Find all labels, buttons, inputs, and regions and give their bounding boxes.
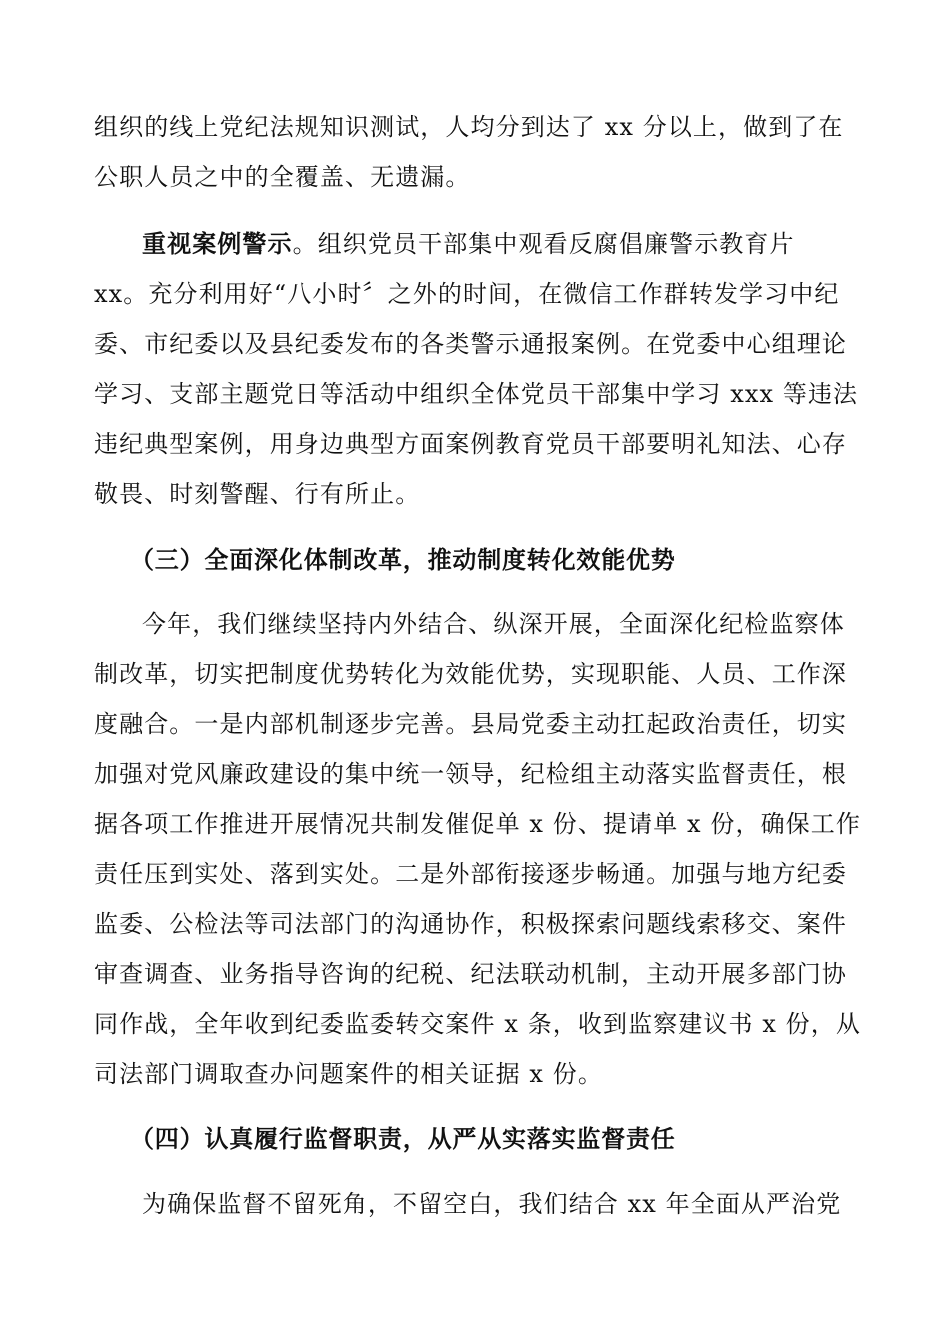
paragraph-3-line-1: 今年，我们继续坚持内外结合、纵深开展，全面深化纪检监察体 <box>142 610 845 638</box>
section-heading-3: （三）全面深化体制改革，推动制度转化效能优势 <box>130 545 676 574</box>
paragraph-3-line-7: 监委、公检法等司法部门的沟通协作，积极探索问题线索移交、案件 <box>94 910 847 938</box>
paragraph-2-line-6: 敬畏、时刻警醒、行有所止。 <box>94 480 421 508</box>
paragraph-3-line-3: 度融合。一是内部机制逐步完善。县局党委主动扛起政治责任，切实 <box>94 710 847 738</box>
paragraph-1-line-1: 组织的线上党纪法规知识测试，人均分到达了 xx 分以上，做到了在 <box>94 113 844 141</box>
paragraph-2-line-3: 委、市纪委以及县纪委发布的各类警示通报案例。在党委中心组理论 <box>94 330 847 358</box>
paragraph-3-line-2: 制改革，切实把制度优势转化为效能优势，实现职能、人员、工作深 <box>94 660 847 688</box>
paragraph-2-line-1-rest: 。组织党员干部集中观看反腐倡廉警示教育片 <box>292 230 795 258</box>
paragraph-3-line-10: 司法部门调取查办问题案件的相关证据 x 份。 <box>94 1060 603 1088</box>
paragraph-3-line-8: 审查调查、业务指导咨询的纪税、纪法联动机制，主动开展多部门协 <box>94 960 847 988</box>
paragraph-3-line-4: 加强对党风廉政建设的集中统一领导，纪检组主动落实监督责任，根 <box>94 760 847 788</box>
paragraph-2-line-2: xx。充分利用好“八小时〞之外的时间，在微信工作群转发学习中纪 <box>94 280 840 308</box>
paragraph-3-line-9: 同作战，全年收到纪委监委转交案件 x 条，收到监察建议书 x 份，从 <box>94 1010 861 1038</box>
paragraph-4-line-1: 为确保监督不留死角，不留空白，我们结合 xx 年全面从严治党 <box>142 1190 842 1218</box>
paragraph-2-bold-lead: 重视案例警示 <box>142 229 293 258</box>
paragraph-2-line-5: 违纪典型案例，用身边典型方面案例教育党员干部要明礼知法、心存 <box>94 430 847 458</box>
paragraph-2-line-4: 学习、支部主题党日等活动中组织全体党员干部集中学习 xxx 等违法 <box>94 380 859 408</box>
section-heading-4: （四）认真履行监督职责，从严从实落实监督责任 <box>130 1124 676 1153</box>
paragraph-3-line-5: 据各项工作推进开展情况共制发催促单 x 份、提请单 x 份，确保工作 <box>94 810 861 838</box>
paragraph-2-line-1 <box>142 229 795 259</box>
paragraph-3-line-6: 责任压到实处、落到实处。二是外部衔接逐步畅通。加强与地方纪委 <box>94 860 847 888</box>
paragraph-1-line-2: 公职人员之中的全覆盖、无遗漏。 <box>94 163 471 191</box>
